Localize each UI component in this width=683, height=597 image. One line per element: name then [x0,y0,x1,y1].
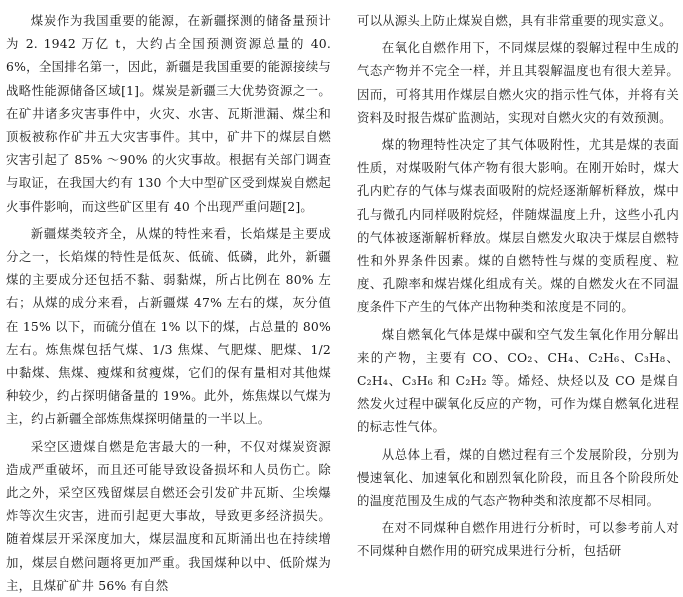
paragraph-continuation: 可以从源头上防止煤炭自燃，具有非常重要的现实意义。 [357,13,672,28]
paragraph-coal-types: 新疆煤类较齐全，从煤的特性来看，长焰煤是主要成分之一，长焰煤的特性是低灰、低硫、低磷，此外，新疆煤的主要成分还包括不黏、弱黏煤，所占比例在 80% 左右；从煤的成分来看，占新疆煤 47% 左右的煤，灰分值在 15% 以下，而硫分值在 1% 以下的煤，占总量的 80% 左右。炼焦煤包括气煤、1/3 焦煤、气肥煤、肥煤、1/2 中黏煤、焦煤、瘦煤和贫瘦煤，它们的保有量相对其他煤种较少，约占探明储备量的 19%。此外，炼焦煤以气煤为主，约占新疆全部炼焦煤探明储量的一半以上。 [6,225,331,427]
paragraph-prior-research: 在对不同煤种自燃作用进行分析时，可以参考前人对不同煤种自燃作用的研究成果进行分析，包括研 [357,520,679,559]
right-column [357,9,679,563]
left-column [6,9,331,597]
paragraph-gas-adsorption: 煤的物理特性决定了其气体吸附性，尤其是煤的表面性质，对煤吸附气体产物有很大影响。在刚开始时，煤大孔内贮存的气体与煤表面吸附的烷烃逐渐解析释放，煤中孔与微孔内同样吸附烷烃，伴随煤温度上升，这些小孔内的气体被逐渐解析释放。煤层自燃发火取决于煤层自燃特性和外界条件因素。煤的自燃特性与煤的变质程度、粒度、孔隙率和煤岩煤化组成有关。煤的自燃发火在不同温度条件下产生的气体产出物种类和浓度是不同的。 [357,137,679,315]
paragraph-oxidation-gases: 煤自燃氧化气体是煤中碳和空气发生氧化作用分解出来的产物，主要有 CO、CO₂、CH₄、C₂H₆、C₃H₈、C₂H₄、C₃H₆ 和 C₂H₂ 等。烯烃、炔烃以及 CO 是煤自然发火过程中碳氧化反应的产物，可作为煤自燃氧化进程的标志性气体。 [357,326,679,435]
paragraph-goaf-combustion: 采空区遗煤自燃是危害最大的一种，不仅对煤炭资源造成严重破坏，而且还可能导致设备损坏和人员伤亡。除此之外，采空区残留煤层自燃还会引发矿井瓦斯、尘埃爆炸等次生灾害，进而引起更大事故，导致更多经济损失。随着煤层开采深度加大，煤层温度和瓦斯涌出也在持续增加，煤层自燃问题将更加严重。我国煤种以中、低阶煤为主，且煤矿矿井 56% 有自然 [6,438,331,593]
paragraph-coal-reserves: 煤炭作为我国重要的能源，在新疆探测的储备量预计为 2. 1942 万亿 t，大约占全国预测资源总量的 40. 6%，全国排名第一，因此，新疆是我国重要的能源接续与战略性能源储备区域[1]。煤炭是新疆三大优势资源之一。在矿井诸多灾害事件中，火灾、水害、瓦斯泄漏、煤尘和顶板被称作矿井五大灾害事件。其中，矿井下的煤层自燃灾害引起了 85% ～90% 的火灾事故。根据有关部门调查与取证，在我国大约有 130 个大中型矿区受到煤炭自燃起火事件影响，而这些矿区里有 40 个出现严重问题[2]。 [6,13,331,214]
paragraph-combustion-stages: 从总体上看，煤的自燃过程有三个发展阶段，分别为慢速氧化、加速氧化和剧烈氧化阶段，而且各个阶段所处的温度范围及生成的气态产物种类和浓度都不尽相同。 [357,446,679,509]
paragraph-indicator-gases: 在氧化自燃作用下，不同煤层煤的裂解过程中生成的气态产物并不完全一样，并且其裂解温度也有很大差异。因而，可将其用作煤层自燃火灾的指示性气体，并将有关资料及时报告煤矿监测站，实现对自燃火灾的有效预测。 [357,40,679,125]
